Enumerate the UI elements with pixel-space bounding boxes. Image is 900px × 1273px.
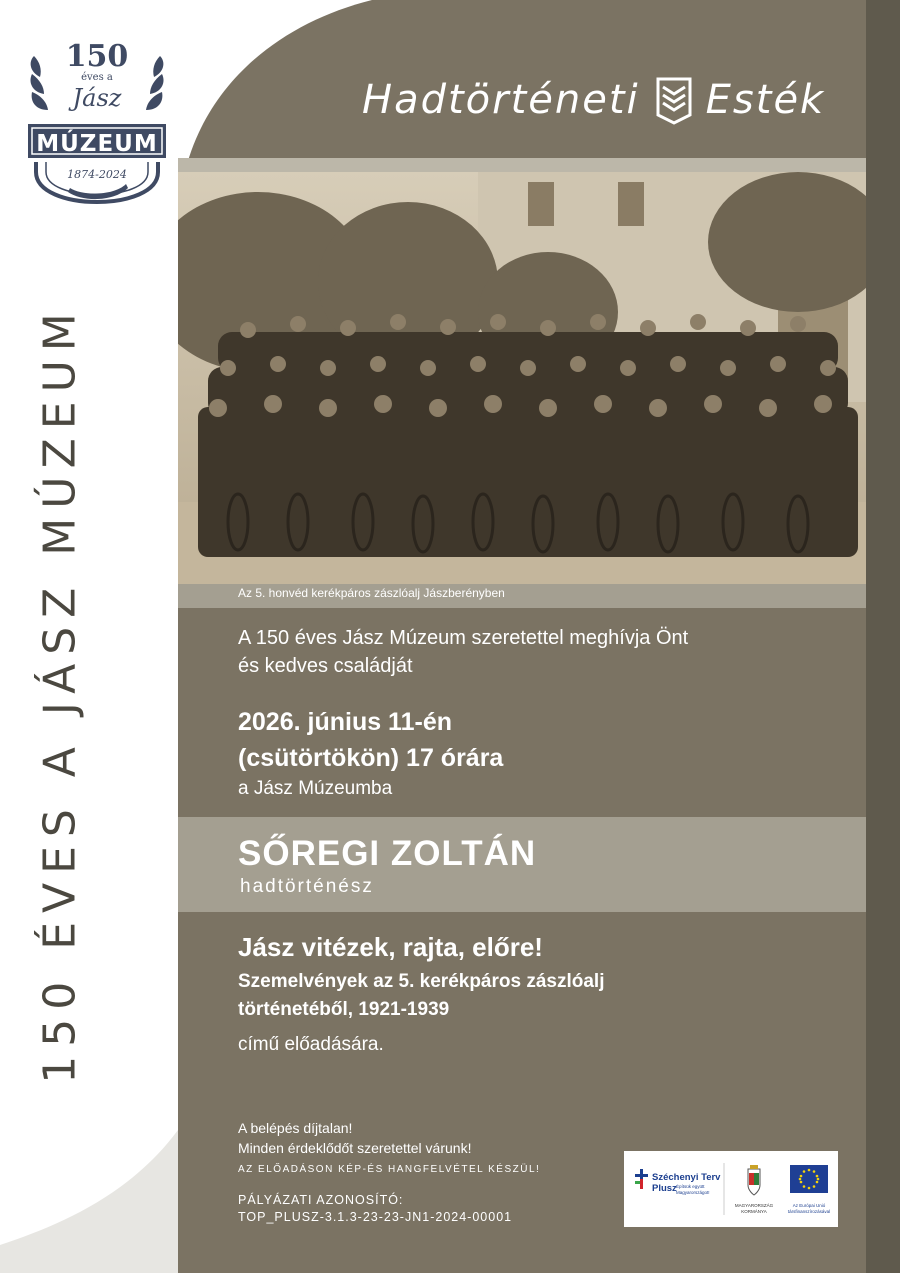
government-label: MAGYARORSZÁG KORMÁNYA: [734, 1203, 774, 1214]
footer-line-2: Minden érdeklődőt szeretettel várunk!: [238, 1140, 472, 1156]
lecture-suffix: című előadására.: [238, 1034, 384, 1055]
historical-photo: [178, 172, 866, 584]
speaker-band: [178, 817, 866, 912]
laurel-right-icon: [146, 56, 164, 110]
chevron-rank-icon: [654, 75, 694, 125]
project-id-block: [238, 1192, 512, 1226]
szechenyi-line-1: Széchenyi Terv: [652, 1172, 721, 1183]
footer-info: [238, 1118, 540, 1180]
museum-logo: [22, 32, 172, 232]
event-date-line-1: 2026. június 11-én: [238, 708, 452, 736]
photo-caption: Az 5. honvéd kerékpáros zászlóalj Jászberényben: [238, 586, 505, 600]
invitation-line-1: A 150 éves Jász Múzeum szeretettel meghívja Önt: [238, 627, 689, 649]
invitation-line-2: és kedves családját: [238, 655, 413, 677]
logo-jasz: Jász: [72, 84, 122, 112]
vertical-title: 150 ÉVES A JÁSZ MÚZEUM: [34, 304, 86, 1084]
logo-years: 1874-2024: [67, 168, 127, 181]
lecture-title: Jász vitézek, rajta, előre!: [238, 932, 543, 962]
eu-label: Az Európai Unió társfinanszírozásával: [787, 1203, 831, 1214]
szechenyi-tagline: Építsük együtt Magyarországot!: [676, 1184, 710, 1195]
event-place: a Jász Múzeumba: [238, 778, 393, 799]
photo-top-strip: [178, 158, 866, 172]
eu-flag-icon: [790, 1165, 828, 1193]
speaker-role: hadtörténész: [240, 876, 374, 897]
photo-band: [178, 158, 866, 608]
logo-muzeum: MÚZEUM: [36, 131, 158, 157]
series-title-left: Hadtörténeti: [362, 77, 640, 123]
horn-icon: [68, 184, 128, 199]
szechenyi-plus-icon: [635, 1169, 648, 1189]
lecture-subtitle: [238, 968, 798, 1024]
right-edge-strip: [866, 0, 900, 1273]
logo-number: 150: [65, 39, 129, 74]
series-title-right: Esték: [705, 77, 826, 123]
speaker-name: SŐREGI ZOLTÁN: [238, 834, 537, 873]
project-label: PÁLYÁZATI AZONOSÍTÓ:: [238, 1193, 404, 1207]
invitation-text: [238, 624, 838, 680]
series-title: [362, 72, 825, 128]
footer-line-1: A belépés díjtalan!: [238, 1120, 353, 1136]
recording-notice: AZ ELŐADÁSON KÉP-ÉS HANGFELVÉTEL KÉSZÜL!: [238, 1164, 541, 1175]
lecture-subtitle-line-2: történetéből, 1921-1939: [238, 999, 450, 1020]
project-id: TOP_PLUSZ-3.1.3-23-23-JN1-2024-00001: [238, 1210, 513, 1224]
laurel-left-icon: [31, 56, 49, 110]
event-date: [238, 704, 503, 776]
szechenyi-line-2: Plusz: [652, 1183, 677, 1194]
lecture-subtitle-line-1: Szemelvények az 5. kerékpáros zászlóalj: [238, 971, 605, 992]
event-date-line-2: (csütörtökön) 17 órára: [238, 744, 504, 772]
logo-eves-a: éves a: [81, 72, 113, 83]
hungarian-coat-of-arms-icon: [748, 1165, 760, 1195]
sponsor-logos: [624, 1151, 838, 1227]
